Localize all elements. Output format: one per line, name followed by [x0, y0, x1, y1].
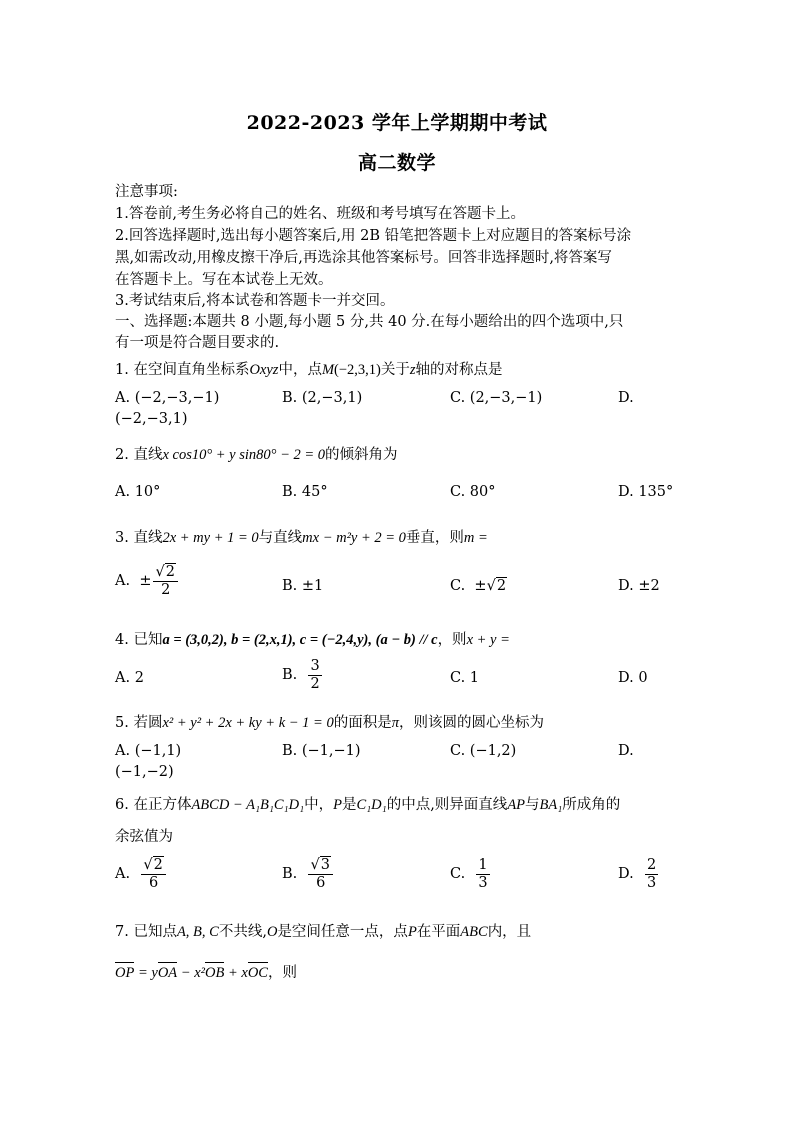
q3-option-a-radicand: 2 [165, 564, 175, 580]
q2-post: 的倾斜角为 [325, 447, 398, 463]
q6-option-c-num: 1 [478, 857, 488, 873]
q7-vector-oc: OC [247, 965, 268, 981]
q4-option-c: C. 1 [450, 670, 480, 686]
q6-option-a [115, 857, 168, 891]
q6-option-b-den: 6 [316, 874, 326, 891]
q6-option-d-fraction [645, 857, 658, 891]
q6-option-c-fraction [476, 857, 489, 891]
notice-item-2-line-2: 黑,如需改动,用橡皮擦干净后,再选涂其他答案标号。回答非选择题时,将答案写 [115, 250, 612, 266]
q6-option-c-label: C. [450, 866, 466, 883]
q6-option-d [618, 857, 660, 891]
q7-eq: = y [134, 965, 158, 981]
q3-line-1: 2x + my + 1 = 0 [162, 530, 259, 546]
q3-option-a-fraction: $\frac{√2}{2}$ [153, 564, 177, 598]
q2-equation: x cos10° + y sin80° − 2 = 0 [162, 447, 326, 463]
question-4-stem [115, 628, 510, 649]
q1-axis: z [409, 362, 416, 378]
q3-option-c-label: C. [450, 578, 466, 594]
q1-post: 关于 [380, 362, 410, 378]
q6-prefix: 6. 在正方体 [115, 797, 192, 813]
q7-minus: − x² [177, 965, 205, 981]
q5-option-a: A. (−1,1) [115, 743, 182, 759]
q6-option-a-den: 6 [148, 874, 159, 891]
q6-line-1: AP [507, 797, 526, 813]
q7-plane: ABC [460, 924, 488, 940]
notice-item-3: 3.考试结束后,将本试卷和答题卡一并交回。 [115, 293, 395, 309]
question-1-stem [115, 358, 503, 379]
q2-option-b: B. 45° [282, 484, 328, 500]
q6-is: 是 [341, 797, 357, 813]
q3-post: 垂直，则 [405, 530, 464, 546]
q4-option-a: A. 2 [115, 670, 144, 686]
q1-option-c: C. (2,−3,−1) [450, 390, 543, 406]
q4-ask: x + y = [466, 632, 510, 648]
q6-option-b [282, 857, 335, 891]
q1-option-b: B. (2,−3,1) [282, 390, 363, 406]
q7-prefix: 7. 已知点 [115, 924, 177, 940]
q7-origin: O [266, 924, 278, 940]
q5-circle-equation: x² + y² + 2x + ky + k − 1 = 0 [162, 715, 334, 731]
q6-line-2: BA₁ [539, 797, 563, 813]
q7-vector-ob: OB [205, 965, 225, 981]
q3-option-a-den: 2 [161, 581, 171, 598]
exam-title: 2022-2023 学年上学期期中考试 [246, 112, 548, 134]
notice-item-2-line-3: 在答题卡上。写在本试卷上无效。 [115, 272, 333, 288]
q3-option-a [115, 564, 180, 598]
q5-option-d: D. [618, 743, 634, 759]
q5-pi: π [391, 715, 399, 731]
q6-and: 与 [525, 797, 540, 813]
q3-option-c: C. ±√2 [450, 578, 507, 594]
question-2-stem [115, 443, 398, 464]
q5-option-d-value: (−1,−2) [115, 764, 174, 780]
q1-option-a: A. (−2,−3,−1) [115, 390, 220, 406]
q4-option-b [282, 658, 324, 692]
q6-mid: 中， [304, 797, 334, 813]
q1-end: 轴的对称点是 [415, 362, 503, 378]
q1-point: M [321, 362, 335, 378]
q7-t1: 不共线, [218, 924, 267, 940]
question-6-stem [115, 793, 620, 814]
q3-variable: m = [463, 530, 488, 546]
q6-post: 的中点,则异面直线 [386, 797, 508, 813]
q3-option-c-pm: ± [474, 578, 487, 594]
q6-segment: C₁D₁ [356, 797, 387, 813]
q1-mid: 中，点 [278, 362, 322, 378]
q3-option-a-label: A. [115, 573, 131, 590]
q4-prefix: 4. 已知 [115, 632, 163, 648]
q7-t2: 是空间任意一点，点 [277, 924, 408, 940]
q4-option-d: D. 0 [618, 670, 648, 686]
q3-option-d: D. ±2 [618, 578, 660, 594]
notice-item-1: 1.答卷前,考生务必将自己的姓名、班级和考号填写在答题卡上。 [115, 206, 525, 222]
q2-option-d: D. 135° [618, 484, 674, 500]
q3-mid: 与直线 [258, 530, 303, 546]
q5-post: ，则该圆的圆心坐标为 [399, 715, 544, 731]
q1-coord: (−2,3,1) [334, 362, 381, 378]
notice-item-2-line-1: 2.回答选择题时,选出每小题答案后,用 2B 铅笔把答题卡上对应题目的答案标号涂 [115, 228, 632, 244]
q7-vector-oa: OA [157, 965, 178, 981]
q6-option-c-den: 3 [478, 874, 488, 891]
notice-heading: 注意事项: [115, 184, 178, 200]
q3-option-c-radicand: 2 [496, 578, 507, 594]
q1-coord-system: Oxyz [249, 362, 279, 378]
q6-point: P [333, 797, 342, 813]
q6-option-b-radicand: 3 [320, 857, 330, 873]
q5-option-b: B. (−1,−1) [282, 743, 361, 759]
q2-option-a: A. 10° [115, 484, 161, 500]
q1-option-d: D. [618, 390, 634, 406]
q3-prefix: 3. 直线 [115, 530, 163, 546]
q1-option-d-value: (−2,−3,1) [115, 411, 188, 427]
q3-option-b: B. ±1 [282, 578, 324, 594]
q6-cube: ABCD − A₁B₁C₁D₁ [191, 797, 305, 813]
question-5-stem [115, 711, 544, 732]
q6-option-a-label: A. [115, 866, 131, 883]
section-instruction-line-2: 有一项是符合题目要求的. [115, 335, 280, 351]
q6-option-c [450, 857, 492, 891]
q6-option-d-den: 3 [646, 874, 657, 891]
q6-option-d-num: 2 [646, 857, 657, 873]
question-7-stem [115, 920, 531, 941]
q6-option-b-label: B. [282, 866, 298, 883]
q7-t3: 在平面 [416, 924, 461, 940]
q4-option-b-fraction [308, 658, 321, 692]
q2-option-c: C. 80° [450, 484, 496, 500]
q7-vector-equation [115, 961, 297, 982]
q4-option-b-den: 2 [310, 675, 320, 692]
q6-option-d-label: D. [618, 866, 634, 883]
section-instruction-line-1: 一、选择题:本题共 8 小题,每小题 5 分,共 40 分.在每小题给出的四个选项中,只 [115, 314, 624, 330]
q6-option-a-radicand: 2 [153, 857, 163, 873]
q7-point-p: P [407, 924, 417, 940]
q7-plus: + x [224, 965, 248, 981]
q4-post: ，则 [437, 632, 467, 648]
q7-t4: 内，且 [487, 924, 532, 940]
q3-option-a-pm: ± [139, 573, 152, 590]
q6-option-a-fraction: $\frac{√2}{6}$ [141, 857, 165, 891]
q6-option-b-fraction: $\frac{√3}{6}$ [308, 857, 332, 891]
q4-vectors: a = (3,0,2), b = (2,x,1), c = (−2,4,y), (a − b) // c [162, 632, 438, 648]
q7-vector-op: OP [115, 965, 135, 981]
subject-title: 高二数学 [357, 152, 436, 174]
q7-end: ，则 [267, 965, 297, 981]
question-3-stem [115, 526, 488, 547]
q6-end: 所成角的 [562, 797, 621, 813]
q1-prefix: 1. 在空间直角坐标系 [115, 362, 250, 378]
q4-option-b-label: B. [282, 667, 298, 684]
q5-mid: 的面积是 [333, 715, 392, 731]
q2-prefix: 2. 直线 [115, 447, 163, 463]
q4-option-b-num: 3 [310, 658, 320, 674]
q3-line-2: mx − m²y + 2 = 0 [302, 530, 406, 546]
q6-stem-line-2: 余弦值为 [115, 829, 173, 845]
q7-points: A, B, C [176, 924, 219, 940]
q5-prefix: 5. 若圆 [115, 715, 163, 731]
q5-option-c: C. (−1,2) [450, 743, 517, 759]
